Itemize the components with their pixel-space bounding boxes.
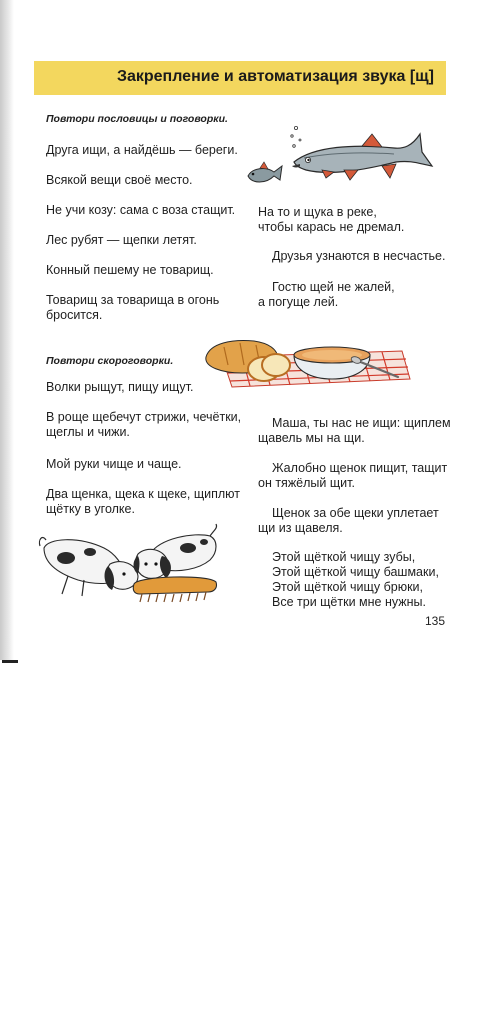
- tongue-twister-line: Этой щёткой чищу зубы,: [272, 550, 416, 564]
- tongue-twister-line: щеглы и чижи.: [46, 425, 130, 439]
- proverb-line: Лес рубят — щепки летят.: [46, 233, 197, 247]
- page-number: 135: [425, 614, 446, 628]
- tongue-twister-line: Два щенка, щека к щеке, щиплют: [46, 487, 240, 501]
- tongue-twister-line: Этой щёткой чищу брюки,: [272, 580, 424, 594]
- puppies-with-brush-illustration: [38, 524, 220, 608]
- page-gutter-shadow: [0, 0, 14, 660]
- tongue-twister-line: В роще щебечут стрижи, чечётки,: [46, 410, 242, 424]
- page-title: Закрепление и автоматизация звука [щ]: [116, 68, 434, 85]
- bread-and-soup-illustration: [202, 335, 412, 389]
- tongue-twisters-heading: Повтори скороговорки.: [46, 355, 174, 367]
- proverb-line: Друзья узнаются в несчастье.: [272, 249, 446, 263]
- proverb-line: Товарищ за товарища в огонь: [46, 293, 220, 307]
- tongue-twister-line: Щенок за обе щеки уплетает: [272, 506, 439, 520]
- pike-and-crucian-illustration: [244, 124, 436, 190]
- proverb-line: Всякой вещи своё место.: [46, 173, 193, 187]
- proverb-line: На то и щука в реке,: [258, 205, 377, 219]
- page-edge-mark: [2, 660, 18, 663]
- proverb-line: Конный пешему не товарищ.: [46, 263, 214, 277]
- proverb-line: Не учи козу: сама с воза стащит.: [46, 203, 236, 217]
- proverb-line: а погуще лей.: [258, 295, 339, 309]
- proverbs-heading: Повтори пословицы и поговорки.: [46, 113, 228, 125]
- proverb-line: Гостю щей не жалей,: [272, 280, 395, 294]
- tongue-twister-line: щавель мы на щи.: [258, 431, 365, 445]
- proverb-line: чтобы карась не дремал.: [258, 220, 405, 234]
- tongue-twister-line: Маша, ты нас не ищи: щиплем: [272, 416, 451, 430]
- proverb-line: бросится.: [46, 308, 103, 322]
- tongue-twister-line: он тяжёлый щит.: [258, 476, 355, 490]
- tongue-twister-line: Волки рыщут, пищу ищут.: [46, 380, 194, 394]
- proverb-line: Друга ищи, а найдёшь — береги.: [46, 143, 238, 157]
- title-banner: [34, 61, 446, 95]
- tongue-twister-line: щи из щавеля.: [258, 521, 343, 535]
- tongue-twister-line: Этой щёткой чищу башмаки,: [272, 565, 439, 579]
- tongue-twister-line: Все три щётки мне нужны.: [272, 595, 426, 609]
- tongue-twister-line: Мой руки чище и чаще.: [46, 457, 182, 471]
- tongue-twister-line: Жалобно щенок пищит, тащит: [272, 461, 448, 475]
- tongue-twister-line: щётку в уголке.: [46, 502, 135, 516]
